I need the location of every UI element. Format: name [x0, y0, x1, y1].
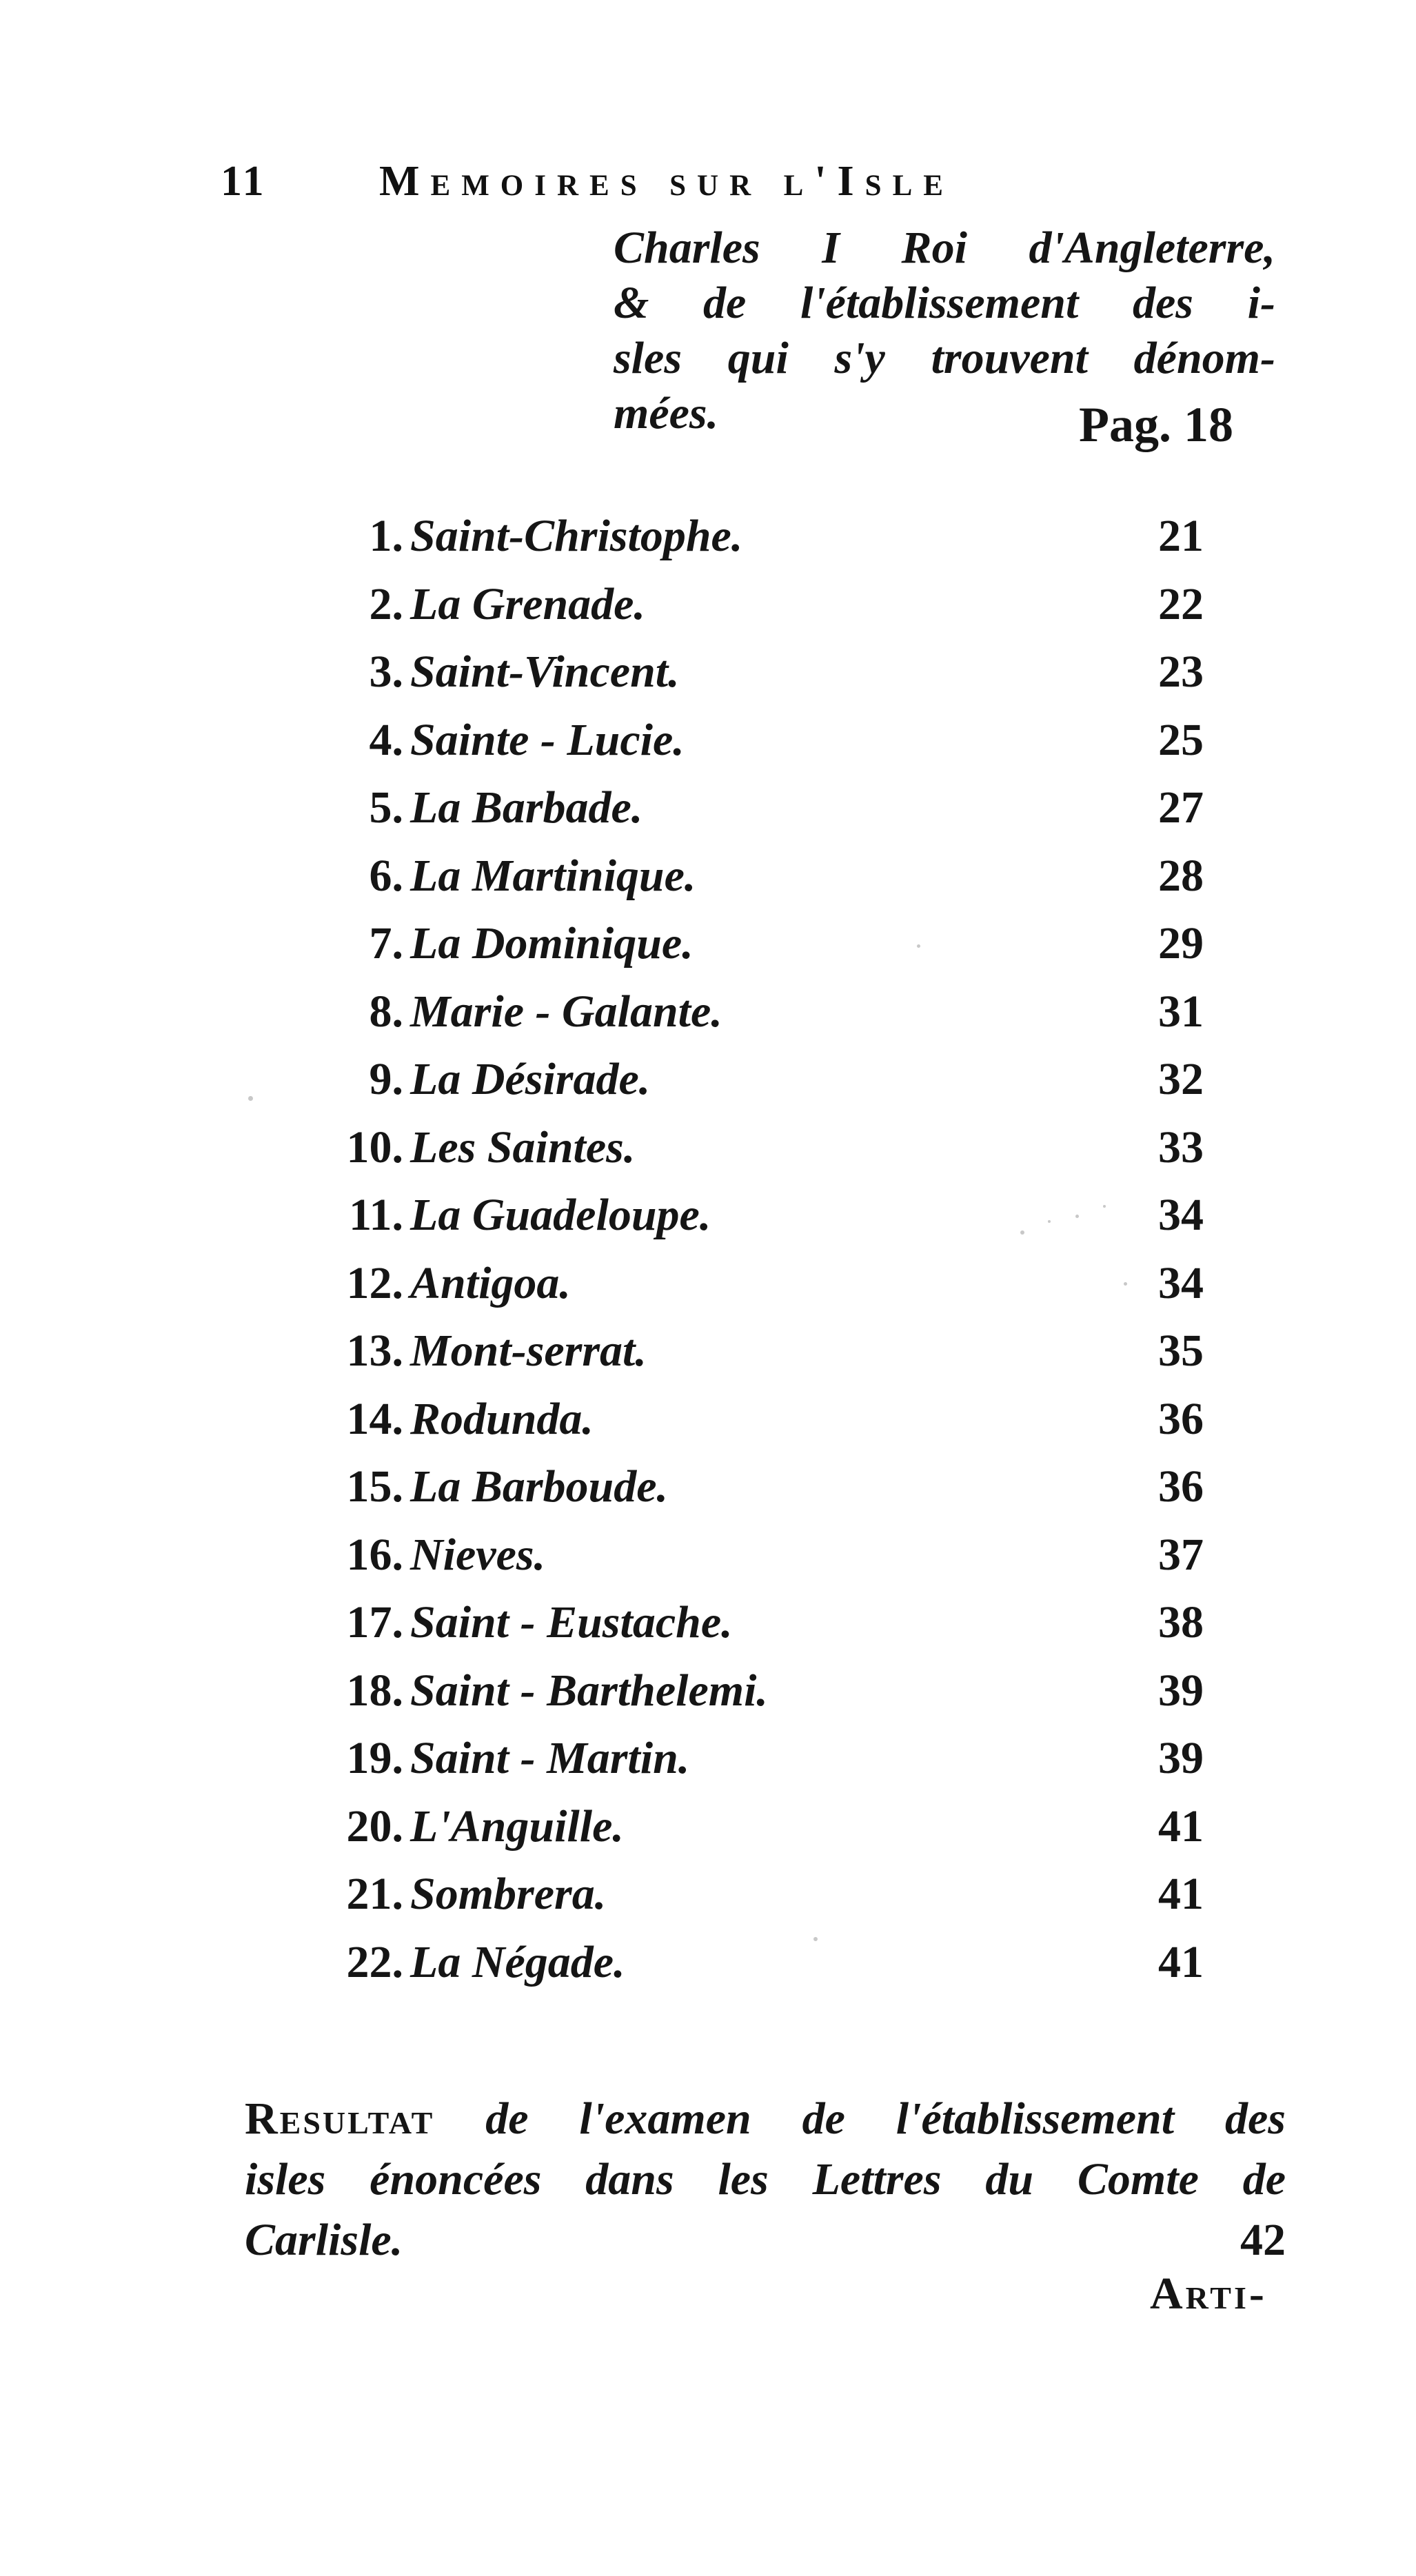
word: Lettres — [812, 2154, 942, 2204]
entry-number: 7. — [369, 918, 403, 968]
contents-row — [283, 1595, 1248, 1663]
word: s'y — [834, 333, 885, 383]
contents-row — [283, 916, 1248, 984]
entry-title: Sainte - Lucie. — [410, 714, 685, 765]
entry-page: 36 — [1158, 1393, 1204, 1444]
entry-page: 21 — [1158, 511, 1204, 561]
running-title: Memoires sur l'Isle — [379, 158, 954, 205]
entry-page: 34 — [1158, 1190, 1204, 1240]
entry-page: 39 — [1158, 1733, 1204, 1783]
word: des — [1224, 2093, 1286, 2144]
word: trouvent — [931, 333, 1088, 383]
result-last-text: Carlisle. — [245, 2215, 403, 2265]
result-lead-word: Resultat — [245, 2093, 435, 2144]
entry-number: 22. — [346, 1936, 403, 1987]
word: l'examen — [579, 2093, 751, 2144]
word: Roi — [901, 223, 967, 273]
word: dénom- — [1133, 333, 1275, 383]
word: i- — [1247, 278, 1275, 328]
word: d'Angleterre, — [1029, 223, 1275, 273]
entry-title: Antigoa. — [410, 1257, 571, 1308]
entry-number: 10. — [346, 1122, 403, 1173]
result-page: 42 — [1240, 2215, 1286, 2265]
result-line — [245, 2210, 1286, 2271]
word: du — [985, 2154, 1034, 2204]
continued-line — [614, 276, 1275, 331]
print-speck — [813, 1937, 818, 1941]
entry-page: 41 — [1158, 1936, 1204, 1987]
entry-title: Mont-serrat. — [410, 1326, 647, 1376]
entry-number: 2. — [369, 578, 403, 629]
entry-title: La Martinique. — [410, 850, 696, 901]
entry-number: 9. — [369, 1054, 403, 1104]
continued-entry-page: Pag. 18 — [1079, 397, 1233, 452]
entry-title: L'Anguille. — [410, 1801, 624, 1852]
result-entry — [245, 2089, 1286, 2271]
entry-page: 36 — [1158, 1461, 1204, 1512]
contents-row — [283, 1052, 1248, 1120]
word: de — [802, 2093, 845, 2144]
entry-page: 33 — [1158, 1122, 1204, 1173]
contents-row — [283, 1188, 1248, 1256]
entry-title: Nieves. — [410, 1529, 546, 1580]
entry-title: La Barbade. — [410, 782, 643, 833]
contents-row — [283, 1799, 1248, 1867]
word: l'établissement — [896, 2093, 1175, 2144]
print-speck — [1103, 1205, 1106, 1208]
contents-row — [283, 1528, 1248, 1596]
word: mées. — [614, 388, 719, 438]
entry-title: Sombrera. — [410, 1869, 607, 1919]
contents-row — [283, 849, 1248, 917]
entry-number: 14. — [346, 1393, 403, 1444]
entry-page: 27 — [1158, 782, 1204, 833]
entry-title: Marie - Galante. — [410, 986, 722, 1037]
contents-row — [283, 1867, 1248, 1935]
entry-number: 12. — [346, 1257, 403, 1308]
entry-number: 3. — [369, 647, 403, 697]
entry-page: 41 — [1158, 1869, 1204, 1919]
contents-row — [283, 984, 1248, 1053]
entry-number: 4. — [369, 714, 403, 765]
entry-number: 8. — [369, 986, 403, 1037]
contents-row — [283, 1935, 1248, 2003]
entry-page: 23 — [1158, 647, 1204, 697]
word: énoncées — [370, 2154, 542, 2204]
entry-page: 35 — [1158, 1326, 1204, 1376]
word: isles — [245, 2154, 326, 2204]
entry-title: La Négade. — [410, 1936, 625, 1987]
entry-page: 25 — [1158, 714, 1204, 765]
entry-number: 19. — [346, 1733, 403, 1783]
running-head — [221, 157, 1186, 219]
contents-row — [283, 1324, 1248, 1392]
entry-page: 39 — [1158, 1665, 1204, 1716]
entry-title: Rodunda. — [410, 1393, 594, 1444]
contents-row — [283, 645, 1248, 713]
entry-page: 38 — [1158, 1597, 1204, 1647]
contents-row — [283, 1256, 1248, 1324]
word: les — [718, 2154, 769, 2204]
word: sles — [614, 333, 682, 383]
entry-page: 37 — [1158, 1529, 1204, 1580]
entry-number: 21. — [346, 1869, 403, 1919]
contents-row — [283, 509, 1248, 577]
word: & — [614, 278, 649, 328]
entry-number: 13. — [346, 1326, 403, 1376]
word: l'établissement — [800, 278, 1079, 328]
contents-row — [283, 713, 1248, 781]
entry-number: 16. — [346, 1529, 403, 1580]
entry-number: 20. — [346, 1801, 403, 1852]
print-speck — [1020, 1230, 1024, 1235]
print-speck — [917, 944, 920, 948]
entry-page: 41 — [1158, 1801, 1204, 1852]
print-speck — [1124, 1282, 1127, 1286]
entry-page: 22 — [1158, 578, 1204, 629]
contents-row — [283, 1392, 1248, 1460]
entry-number: 18. — [346, 1665, 403, 1716]
entry-title: La Barboude. — [410, 1461, 669, 1512]
continued-line — [614, 331, 1275, 386]
entry-number: 17. — [346, 1597, 403, 1647]
contents-row — [283, 1731, 1248, 1799]
entry-title: Saint - Barthelemi. — [410, 1665, 768, 1716]
entry-title: La Dominique. — [410, 918, 694, 968]
entry-title: Saint-Vincent. — [410, 647, 680, 697]
entry-number: 1. — [369, 511, 403, 561]
word: I — [822, 223, 840, 273]
entry-title: La Grenade. — [410, 578, 645, 629]
entry-title: La Désirade. — [410, 1054, 651, 1104]
entry-title: Saint - Martin. — [410, 1733, 690, 1783]
entry-page: 32 — [1158, 1054, 1204, 1104]
contents-row — [283, 780, 1248, 849]
continued-line — [614, 221, 1275, 276]
word: Charles — [614, 223, 760, 273]
contents-row — [283, 1663, 1248, 1732]
word: des — [1132, 278, 1193, 328]
entry-page: 34 — [1158, 1257, 1204, 1308]
print-speck — [1075, 1215, 1079, 1218]
print-speck — [1048, 1220, 1051, 1223]
entry-title: La Guadeloupe. — [410, 1190, 711, 1240]
entry-number: 11. — [349, 1190, 403, 1240]
word: dans — [585, 2154, 674, 2204]
word: de — [703, 278, 747, 328]
entry-page: 31 — [1158, 986, 1204, 1037]
contents-list — [283, 509, 1248, 2002]
word: de — [1242, 2154, 1286, 2204]
entry-title: Saint - Eustache. — [410, 1597, 733, 1647]
entry-number: 6. — [369, 850, 403, 901]
contents-row — [283, 1120, 1248, 1188]
entry-number: 5. — [369, 782, 403, 833]
catchword: Arti- — [1150, 2269, 1267, 2319]
word: qui — [727, 333, 789, 383]
page-number: 11 — [221, 158, 267, 205]
result-line — [245, 2149, 1286, 2210]
word: Comte — [1077, 2154, 1199, 2204]
contents-row — [283, 1459, 1248, 1528]
contents-row — [283, 577, 1248, 645]
print-speck — [248, 1096, 253, 1101]
entry-number: 15. — [346, 1461, 403, 1512]
entry-title: Saint-Christophe. — [410, 511, 743, 561]
result-line — [245, 2089, 1286, 2149]
entry-page: 28 — [1158, 850, 1204, 901]
word: de — [485, 2093, 529, 2144]
entry-page: 29 — [1158, 918, 1204, 968]
entry-title: Les Saintes. — [410, 1122, 636, 1173]
